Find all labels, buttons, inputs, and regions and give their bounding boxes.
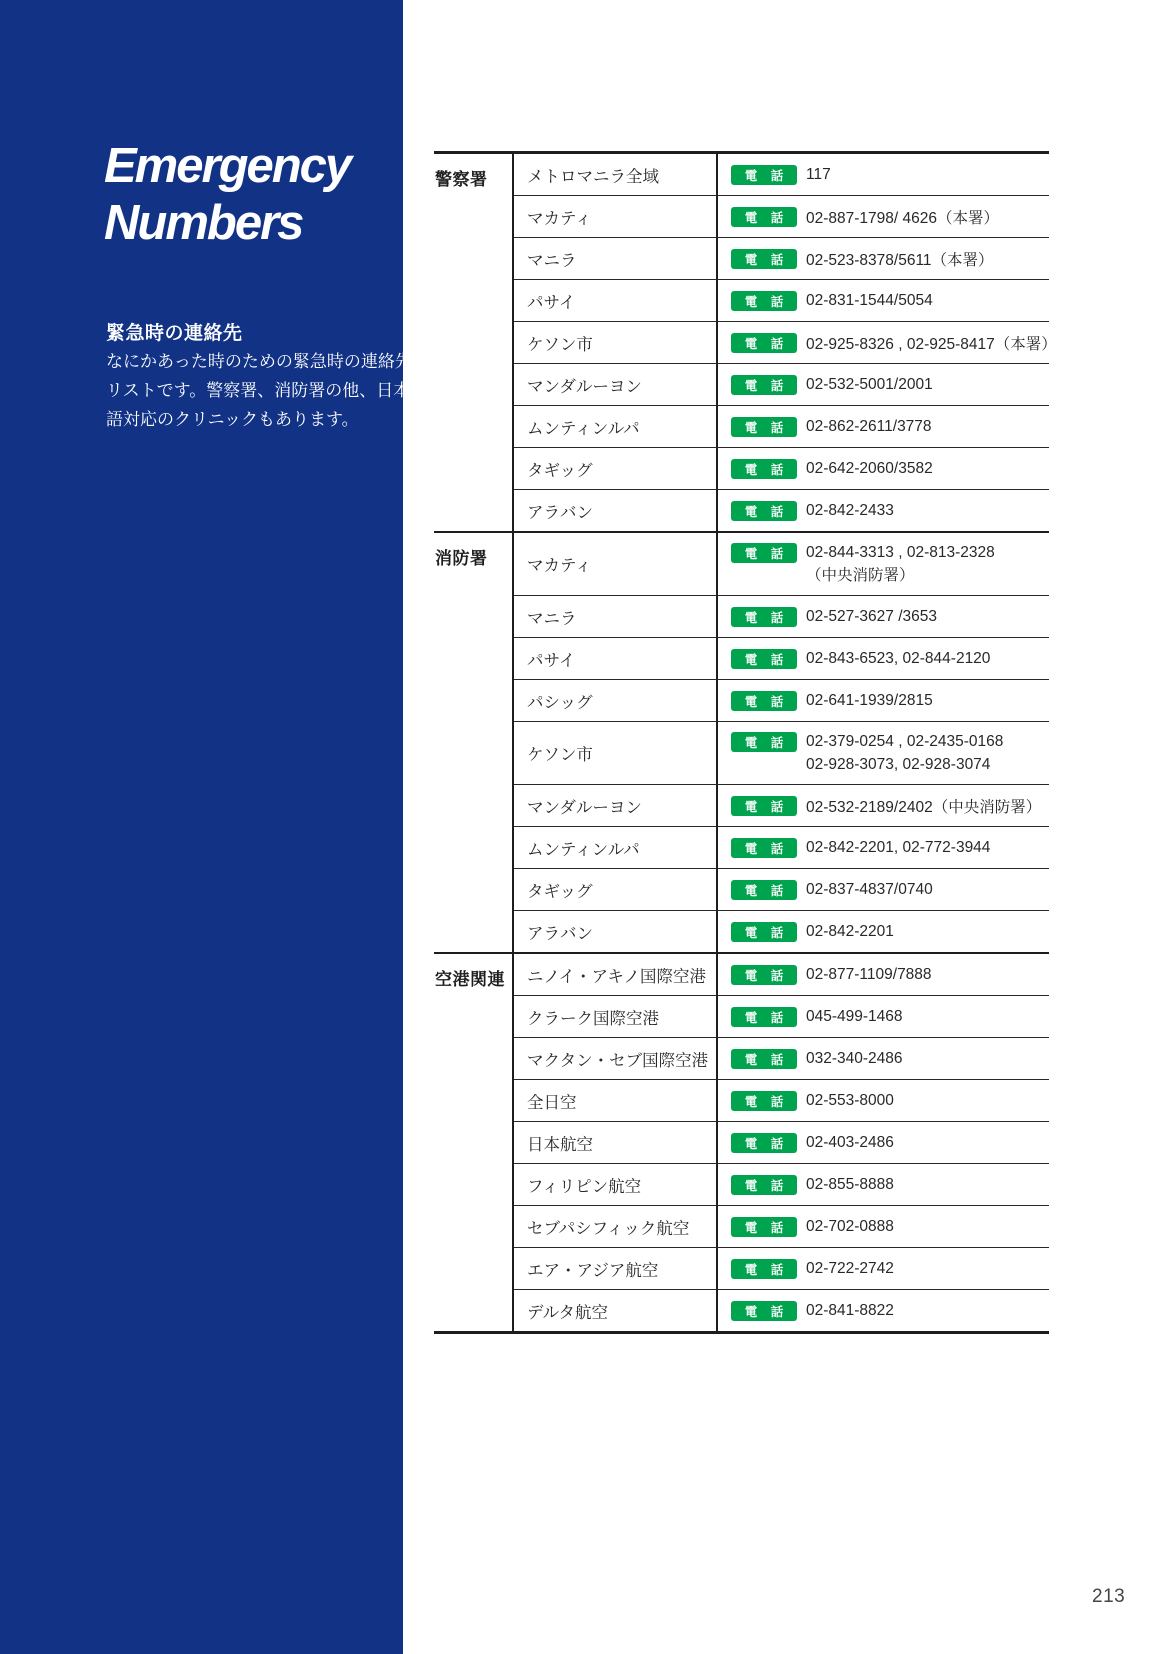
page-title <box>104 138 350 252</box>
phone-badge: 電 話 <box>731 249 797 269</box>
phone-cell <box>718 322 1057 363</box>
location-cell: マンダルーヨン <box>514 364 718 405</box>
phone-badge: 電 話 <box>731 880 797 900</box>
sidebar <box>0 0 412 1654</box>
phone-number: 02-532-5001/2001 <box>806 375 933 393</box>
phone-badge: 電 話 <box>731 417 797 437</box>
location-cell: パサイ <box>514 280 718 321</box>
phone-cell <box>718 1164 1049 1205</box>
table-row <box>514 911 1049 952</box>
phone-cell <box>718 785 1049 826</box>
phone-cell <box>718 827 1049 868</box>
location-cell: マンダルーヨン <box>514 785 718 826</box>
phone-cell <box>718 954 1049 995</box>
table-row <box>514 638 1049 680</box>
phone-cell <box>718 596 1049 637</box>
phone-cell <box>718 1290 1049 1331</box>
table-row <box>514 1290 1049 1331</box>
section-rows <box>514 533 1049 952</box>
table-row <box>514 1122 1049 1164</box>
location-cell: パシッグ <box>514 680 718 721</box>
location-cell: アラバン <box>514 490 718 531</box>
location-cell: マカティ <box>514 533 718 595</box>
phone-number: 02-842-2201, 02-772-3944 <box>806 838 991 856</box>
phone-cell <box>718 280 1049 321</box>
page-title-line2: Numbers <box>104 196 303 250</box>
phone-number: 02-877-1109/7888 <box>806 965 932 983</box>
table-row <box>514 1080 1049 1122</box>
phone-cell <box>718 490 1049 531</box>
table-row <box>514 154 1049 196</box>
table-row <box>514 533 1049 596</box>
sidebar-description-line: リストです。警察署、消防署の他、日本 <box>106 381 411 400</box>
location-cell: マニラ <box>514 596 718 637</box>
phone-cell <box>718 1206 1049 1247</box>
section-rows <box>514 954 1049 1331</box>
phone-badge: 電 話 <box>731 459 797 479</box>
phone-number: 02-887-1798/ 4626（本署） <box>806 209 1000 227</box>
location-cell: 日本航空 <box>514 1122 718 1163</box>
section-rows <box>514 154 1057 531</box>
phone-cell <box>718 1038 1049 1079</box>
phone-number-line1: 02-844-3313 , 02-813-2328 <box>806 544 995 561</box>
location-cell: クラーク国際空港 <box>514 996 718 1037</box>
phone-badge: 電 話 <box>731 291 797 311</box>
phone-cell <box>718 638 1049 679</box>
phone-number: 02-532-2189/2402（中央消防署） <box>806 798 1042 816</box>
phone-cell <box>718 1248 1049 1289</box>
phone-badge: 電 話 <box>731 649 797 669</box>
table-row <box>514 596 1049 638</box>
phone-cell <box>718 196 1049 237</box>
section-category-cell: 警察署 <box>434 154 514 531</box>
table-row <box>514 996 1049 1038</box>
phone-number: 02-403-2486 <box>806 1133 894 1151</box>
page-title-line1: Emergency <box>104 139 351 193</box>
location-cell: セブパシフィック航空 <box>514 1206 718 1247</box>
phone-number: 02-862-2611/3778 <box>806 417 932 435</box>
table-row <box>514 1164 1049 1206</box>
phone-cell <box>718 1080 1049 1121</box>
location-cell: マカティ <box>514 196 718 237</box>
table-row <box>514 280 1049 322</box>
phone-number <box>806 730 1003 776</box>
section-category-cell: 空港関連 <box>434 954 514 1331</box>
phone-badge: 電 話 <box>731 796 797 816</box>
phone-badge: 電 話 <box>731 1301 797 1321</box>
location-cell: フィリピン航空 <box>514 1164 718 1205</box>
sidebar-description <box>106 347 412 434</box>
phone-cell <box>718 722 1049 784</box>
table-section <box>434 954 1049 1331</box>
phone-number: 02-837-4837/0740 <box>806 880 933 898</box>
phone-number: 02-553-8000 <box>806 1091 894 1109</box>
phone-cell <box>718 364 1049 405</box>
phone-number: 117 <box>806 165 831 183</box>
phone-badge: 電 話 <box>731 922 797 942</box>
location-cell: マニラ <box>514 238 718 279</box>
section-category-cell: 消防署 <box>434 533 514 952</box>
table-row <box>514 448 1049 490</box>
phone-badge: 電 話 <box>731 691 797 711</box>
location-cell: ニノイ・アキノ国際空港 <box>514 954 718 995</box>
phone-number: 02-722-2742 <box>806 1259 894 1277</box>
phone-number: 045-499-1468 <box>806 1007 903 1025</box>
phone-number: 02-843-6523, 02-844-2120 <box>806 649 991 667</box>
sidebar-description-line: なにかあった時のための緊急時の連絡先 <box>106 352 412 371</box>
location-cell: ムンティンルパ <box>514 827 718 868</box>
phone-cell <box>718 406 1049 447</box>
phone-number: 02-842-2201 <box>806 922 894 940</box>
table-row <box>514 1206 1049 1248</box>
phone-number: 02-831-1544/5054 <box>806 291 933 309</box>
table-row <box>514 322 1057 364</box>
location-cell: ケソン市 <box>514 722 718 784</box>
phone-badge: 電 話 <box>731 207 797 227</box>
location-cell: タギッグ <box>514 869 718 910</box>
table-row <box>514 196 1049 238</box>
phone-cell <box>718 154 1049 195</box>
phone-badge: 電 話 <box>731 965 797 985</box>
phone-badge: 電 話 <box>731 501 797 521</box>
phone-badge: 電 話 <box>731 375 797 395</box>
phone-number <box>806 541 995 587</box>
sidebar-description-line: 語対応のクリニックもあります。 <box>106 410 359 429</box>
location-cell: アラバン <box>514 911 718 952</box>
phone-number: 02-641-1939/2815 <box>806 691 933 709</box>
phone-cell <box>718 533 1049 595</box>
table-row <box>514 954 1049 996</box>
location-cell: マクタン・セブ国際空港 <box>514 1038 718 1079</box>
table-row <box>514 238 1049 280</box>
phone-badge: 電 話 <box>731 543 797 563</box>
table-row <box>514 1248 1049 1290</box>
phone-badge: 電 話 <box>731 838 797 858</box>
table-row <box>514 785 1049 827</box>
phone-badge: 電 話 <box>731 1259 797 1279</box>
phone-cell <box>718 448 1049 489</box>
table-row <box>514 490 1049 531</box>
phone-number-line1: 02-379-0254 , 02-2435-0168 <box>806 733 1004 750</box>
phone-number-line2: （中央消防署） <box>806 567 915 584</box>
table-section <box>434 533 1049 954</box>
phone-cell <box>718 1122 1049 1163</box>
phone-badge: 電 話 <box>731 1007 797 1027</box>
phone-cell <box>718 996 1049 1037</box>
phone-number: 02-527-3627 /3653 <box>806 607 938 625</box>
table-row <box>514 1038 1049 1080</box>
phone-badge: 電 話 <box>731 1091 797 1111</box>
location-cell: メトロマニラ全域 <box>514 154 718 195</box>
phone-badge: 電 話 <box>731 1049 797 1069</box>
location-cell: タギッグ <box>514 448 718 489</box>
table-row <box>514 869 1049 911</box>
location-cell: デルタ航空 <box>514 1290 718 1331</box>
page-number: 213 <box>1092 1586 1126 1607</box>
phone-cell <box>718 869 1049 910</box>
sidebar-heading: 緊急時の連絡先 <box>106 323 243 344</box>
phone-cell <box>718 911 1049 952</box>
emergency-numbers-table <box>434 151 1057 1334</box>
location-cell: ムンティンルパ <box>514 406 718 447</box>
phone-badge: 電 話 <box>731 607 797 627</box>
location-cell: エア・アジア航空 <box>514 1248 718 1289</box>
phone-badge: 電 話 <box>731 732 797 752</box>
location-cell: パサイ <box>514 638 718 679</box>
table-section <box>434 154 1057 533</box>
phone-cell <box>718 680 1049 721</box>
table-row <box>514 680 1049 722</box>
phone-badge: 電 話 <box>731 1175 797 1195</box>
phone-number: 02-842-2433 <box>806 501 894 519</box>
table-row <box>514 364 1049 406</box>
location-cell: 全日空 <box>514 1080 718 1121</box>
phone-number: 02-523-8378/5611（本署） <box>806 251 994 269</box>
table-row <box>514 722 1049 785</box>
phone-number-line2: 02-928-3073, 02-928-3074 <box>806 756 991 773</box>
phone-number: 02-925-8326 , 02-925-8417（本署） <box>806 335 1057 353</box>
phone-cell <box>718 238 1049 279</box>
location-cell: ケソン市 <box>514 322 718 363</box>
phone-badge: 電 話 <box>731 1133 797 1153</box>
phone-badge: 電 話 <box>731 1217 797 1237</box>
phone-number: 02-855-8888 <box>806 1175 894 1193</box>
table-row <box>514 827 1049 869</box>
phone-badge: 電 話 <box>731 165 797 185</box>
phone-number: 02-841-8822 <box>806 1301 894 1319</box>
table-row <box>514 406 1049 448</box>
phone-number: 02-642-2060/3582 <box>806 459 933 477</box>
phone-number: 032-340-2486 <box>806 1049 903 1067</box>
phone-badge: 電 話 <box>731 333 797 353</box>
phone-number: 02-702-0888 <box>806 1217 894 1235</box>
